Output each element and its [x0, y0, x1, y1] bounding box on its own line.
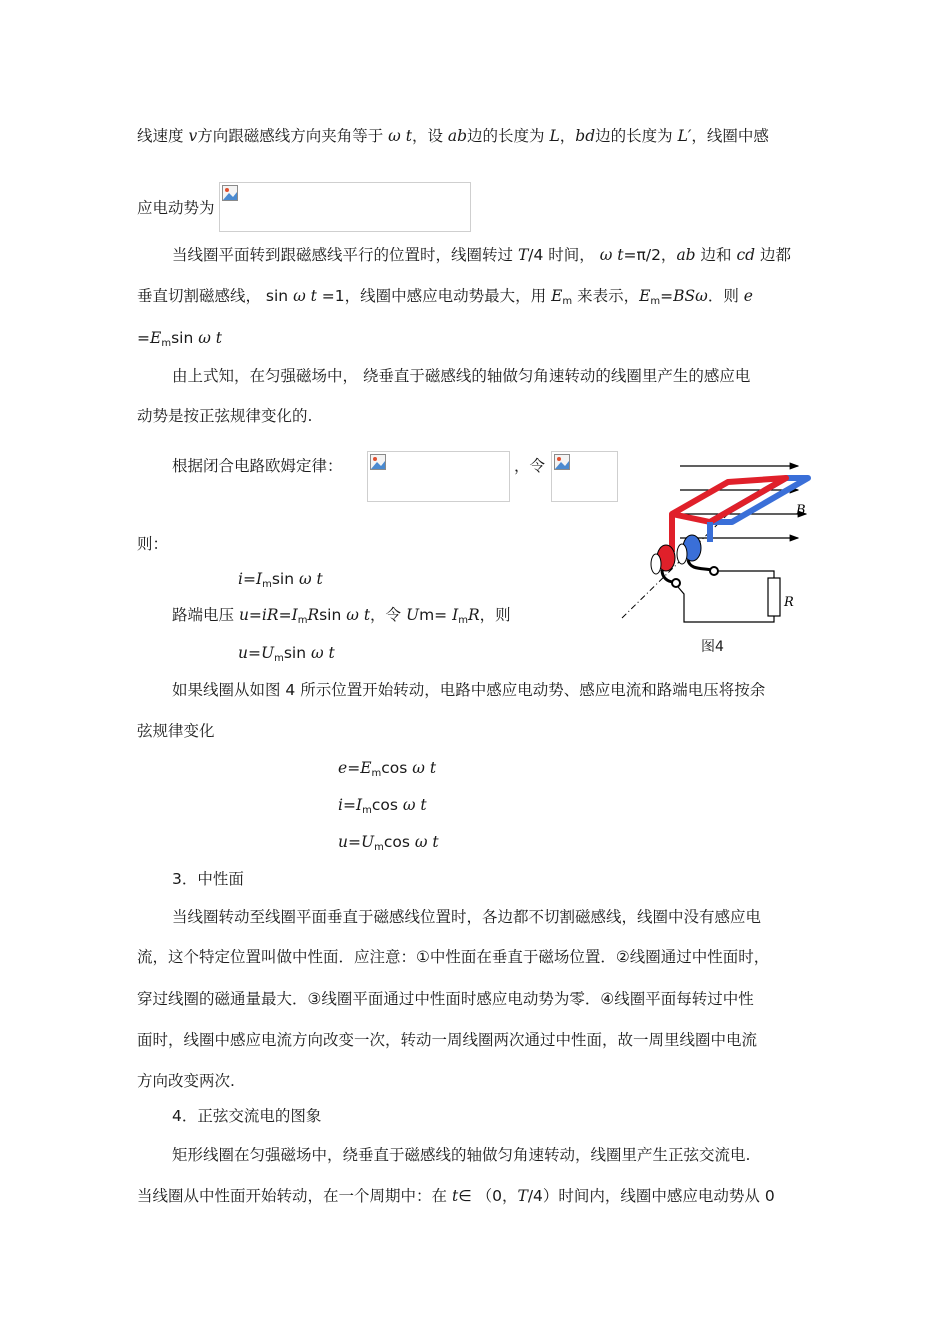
formula-image-placeholder: [367, 451, 510, 502]
text-line: 应电动势为: [137, 199, 215, 217]
text-line: 则：: [137, 535, 169, 553]
formula-image-placeholder: [219, 182, 471, 232]
text-line: 动势是按正弦规律变化的.: [137, 407, 313, 425]
text-line: $u=U_m\sin$ ω t: [238, 644, 335, 664]
text-line: 当线圈转动至线圈平面垂直于磁感线位置时，各边都不切割磁感线，线圈中没有感应电: [172, 908, 762, 926]
external-circuit: [678, 571, 780, 622]
text-line: 穿过线圈的磁通量最大．③线圈平面通过中性面时感应电动势为零．④线圈平面每转过中性: [137, 990, 754, 1008]
text-line: 流，这个特定位置叫做中性面．应注意：①中性面在垂直于磁场位置．②线圈通过中性面时，: [137, 948, 770, 966]
text-line: 面时，线圈中感应电流方向改变一次，转动一周线圈两次通过中性面，故一周里线圈中电流: [137, 1031, 758, 1049]
text-line: 方向改变两次.: [137, 1072, 235, 1090]
text-line: 如果线圈从如图 4 所示位置开始转动，电路中感应电动势、感应电流和路端电压将按余: [172, 681, 766, 699]
text-line: 路端电压 $u=iR=I_mRsin$ ω t，令 $Um= I_mR$，则: [172, 606, 511, 626]
broken-image-icon: [370, 454, 386, 470]
figure-caption: 图4: [701, 639, 724, 655]
text-line: 根据闭合电路欧姆定律：: [172, 457, 343, 475]
text-line: 矩形线圈在匀强磁场中，绕垂直于磁感线的轴做匀角速转动，线圈里产生正弦交流电.: [172, 1146, 751, 1164]
text-line: 垂直切割磁感线， sin ω t =1，线圈中感应电动势最大，用 $E_m$ 来表示，$E_m=BS\omega$．则 e: [137, 287, 753, 307]
text-line: 当线圈从中性面开始转动，在一个周期中：在 t∈ （0，T/4）时间内，线圈中感应电动势从 0: [137, 1187, 775, 1205]
formula-line: $u=U_m\cos$ ω t: [338, 833, 439, 853]
text-line: $i=I_m\sin$ ω t: [238, 570, 323, 590]
text-line: ，令: [514, 457, 546, 475]
text-line: 弦规律变化: [137, 722, 215, 740]
generator-coil-figure: [618, 452, 830, 658]
broken-image-icon: [554, 454, 570, 470]
text-line: 由上式知，在匀强磁场中， 绕垂直于磁感线的轴做匀角速转动的线圈里产生的感应电: [172, 367, 751, 385]
formula-image-placeholder: [551, 451, 618, 502]
formula-line: $e=E_m\cos$ ω t: [338, 759, 437, 779]
text-line: 线速度 v方向跟磁感线方向夹角等于 ω t，设 ab边的长度为 L，bd边的长度为 L′，线圈中感: [137, 127, 769, 145]
text-line: $=E_m\sin$ ω t: [137, 329, 223, 349]
resistor-label: R: [784, 595, 794, 610]
formula-line: $i=I_m\cos$ ω t: [338, 796, 427, 816]
text-line: 当线圈平面转到跟磁感线平行的位置时，线圈转过 T/4 时间， ω t=π/2，ab 边和 cd 边都: [172, 246, 792, 264]
field-label-B: B: [796, 503, 806, 518]
section-heading: 4．正弦交流电的图象: [172, 1107, 322, 1125]
section-heading: 3．中性面: [172, 870, 244, 888]
broken-image-icon: [222, 185, 238, 201]
resistor: [768, 578, 780, 616]
